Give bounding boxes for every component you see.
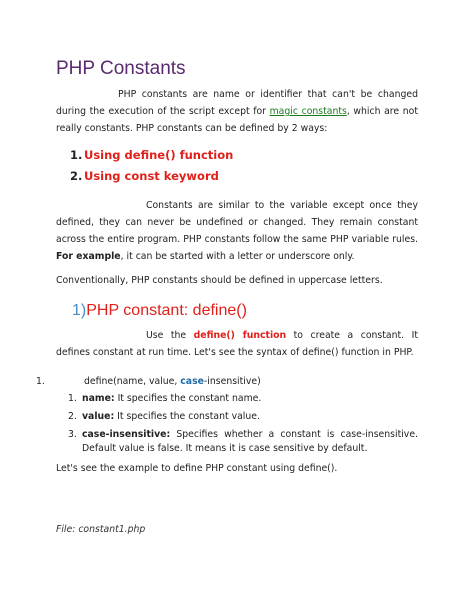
page-title: PHP Constants: [56, 58, 186, 79]
parameter-item: 1. name: It specifies the constant name.: [68, 393, 262, 404]
convention-paragraph: Conventionally, PHP constants should be defined in uppercase letters.: [56, 275, 383, 286]
define-intro-paragraph: Use the define() function to create a constant. It defines constant at run time. Let's see the syntax of define() function in PHP.: [56, 330, 418, 358]
intro-paragraph: PHP constants are name or identifier that can't be changed during the execution of the script except for magic constants, which are not really constants. PHP constants can be defined by 2 ways:: [56, 89, 418, 134]
constants-rules-paragraph: Constants are similar to the variable except once they defined, they can never be undefined or changed. They remain constant across the entire program. PHP constants follow the same PHP variable rules. For example, it can be started with a letter or underscore only.: [56, 200, 418, 262]
parameter-item: 2. value: It specifies the constant value.: [68, 411, 260, 422]
example-intro-paragraph: Let's see the example to define PHP constant using define().: [56, 463, 338, 474]
way-item-const: 2. Using const keyword: [70, 169, 219, 183]
way-item-define: 1. Using define() function: [70, 148, 234, 162]
magic-constants-link[interactable]: magic constants: [269, 106, 347, 117]
file-caption: File: constant1.php: [56, 524, 146, 535]
parameter-list: [68, 392, 418, 460]
section-heading: 1)PHP constant: define(): [72, 302, 247, 319]
syntax-code-line: 1. define(name, value, case-insensitive): [36, 376, 261, 387]
parameter-item: 3. case-insensitive: Specifies whether a constant is case-insensitive. Default value is false. It means it is case sensitive by default.: [68, 429, 418, 454]
